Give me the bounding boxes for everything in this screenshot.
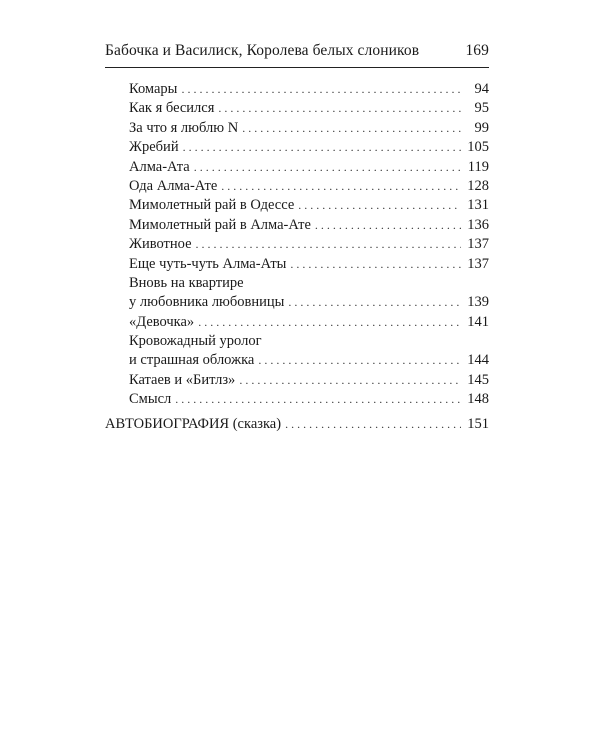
dot-leader (239, 371, 461, 390)
toc-entry-title: Вновь на квартире (129, 274, 244, 291)
toc-row (129, 177, 489, 196)
toc-entry-title: «Девочка» (129, 313, 195, 330)
toc-entry-page: 128 (467, 177, 489, 194)
toc-row (129, 371, 489, 390)
toc-entry-title: Еще чуть-чуть Алма-Аты (129, 255, 287, 272)
toc-entry-title: у любовника любовницы (129, 294, 285, 311)
dot-leader (181, 80, 461, 99)
toc-entry-page: 95 (474, 100, 489, 117)
toc-entry-title: Кровожадный уролог (129, 333, 262, 350)
toc-row (129, 158, 489, 177)
toc-row (129, 216, 489, 235)
toc-entry-title: АВТОБИОГРАФИЯ (сказка) (105, 416, 282, 432)
toc-entry-page: 137 (467, 255, 489, 272)
toc-entry-title: За что я люблю N (129, 119, 239, 136)
toc-row (129, 351, 489, 370)
toc-entry-page: 105 (467, 139, 489, 156)
toc-entry-title: и страшная обложка (129, 352, 255, 369)
dot-leader (242, 119, 461, 138)
dot-leader (285, 415, 461, 434)
toc-entry-title: Алма-Ата (129, 158, 190, 175)
page-number: 169 (465, 42, 489, 59)
dot-leader (298, 196, 461, 215)
toc-row (129, 293, 489, 312)
running-head (105, 42, 489, 66)
toc-entry-page: 119 (467, 158, 489, 175)
toc-entry-page: 136 (467, 216, 489, 233)
toc-entry-title: Смысл (129, 391, 172, 408)
toc-entry-title: Катаев и «Битлз» (129, 371, 236, 388)
toc-entry-page: 141 (467, 313, 489, 330)
toc-entry-page: 137 (467, 236, 489, 253)
toc-entry-page: 151 (467, 416, 489, 432)
toc-row (105, 415, 489, 434)
toc-main-entry (105, 415, 489, 434)
toc-entry-page: 148 (467, 391, 489, 408)
toc-entry-title: Мимолетный рай в Одессе (129, 197, 295, 214)
toc-row (129, 332, 489, 351)
dot-leader (290, 255, 461, 274)
toc-entry-page: 99 (474, 119, 489, 136)
dot-leader (221, 177, 461, 196)
toc-entry-page: 139 (467, 294, 489, 311)
toc-entry-title: Мимолетный рай в Алма-Ате (129, 216, 311, 233)
toc-row (129, 235, 489, 254)
table-of-contents (129, 80, 489, 410)
dot-leader (218, 99, 461, 118)
toc-row (129, 80, 489, 99)
toc-row (129, 255, 489, 274)
dot-leader (288, 293, 461, 312)
toc-row (129, 313, 489, 332)
dot-leader (183, 138, 461, 157)
toc-entry-title: Как я бесился (129, 100, 215, 117)
dot-leader (315, 216, 461, 235)
toc-row (129, 274, 489, 293)
toc-entry-page: 131 (467, 197, 489, 214)
dot-leader (258, 351, 461, 370)
dot-leader (175, 390, 461, 409)
toc-row (129, 119, 489, 138)
running-title: Бабочка и Василиск, Королева белых слоников (105, 42, 420, 59)
toc-entry-page: 94 (474, 81, 489, 97)
toc-entry-title: Ода Алма-Ате (129, 177, 218, 194)
dot-leader (196, 235, 461, 254)
toc-row (129, 196, 489, 215)
dot-leader (198, 313, 461, 332)
toc-entry-title: Комары (129, 81, 178, 97)
toc-entry-title: Животное (129, 236, 192, 253)
toc-entry-page: 145 (467, 371, 489, 388)
dot-leader (194, 158, 461, 177)
toc-entry-title: Жребий (129, 139, 179, 156)
toc-row (129, 390, 489, 409)
toc-row (129, 99, 489, 118)
toc-entry-page: 144 (467, 352, 489, 369)
header-rule (105, 67, 489, 68)
toc-row (129, 138, 489, 157)
